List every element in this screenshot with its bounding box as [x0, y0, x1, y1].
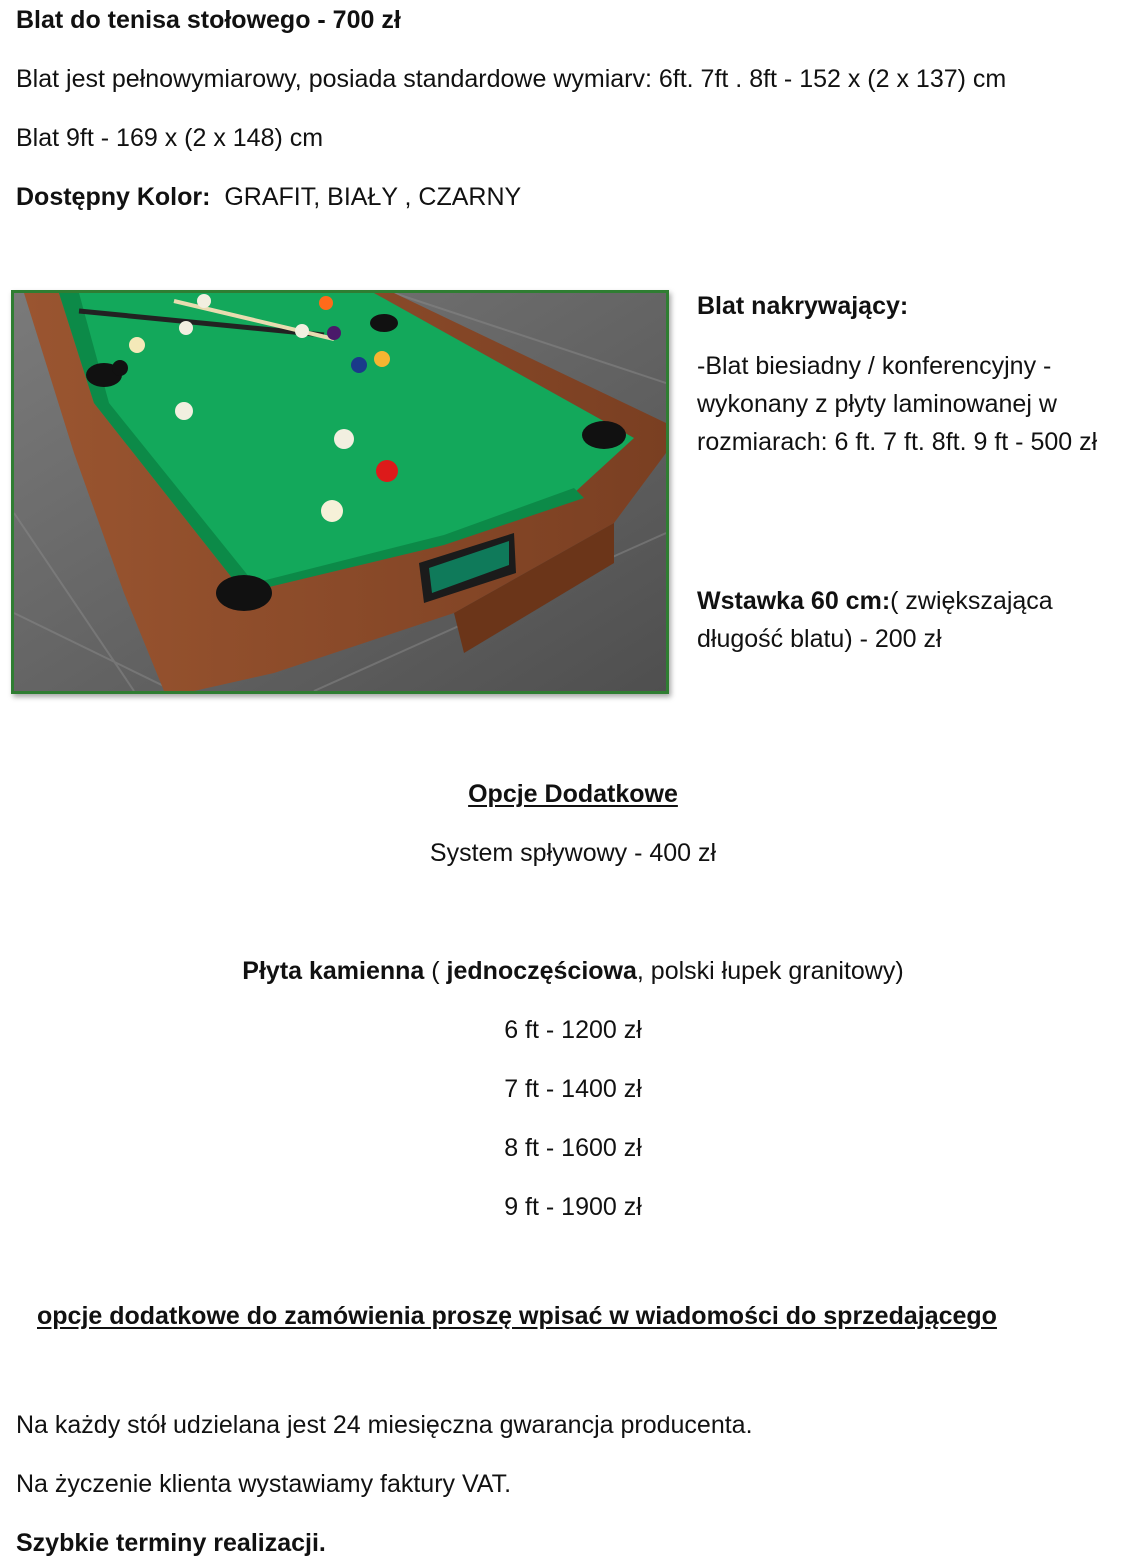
delivery-text: Szybkie terminy realizacji. [16, 1529, 326, 1557]
pool-table-photo [11, 290, 669, 694]
cover-description [697, 347, 1127, 461]
drain-system-price: System spływowy - 400 zł [429, 839, 717, 867]
stone-slab-label: Płyta kamienna [242, 957, 425, 985]
stone-slab-material: , polski łupek granitowy) [636, 957, 904, 985]
stone-slab-heading [0, 955, 1146, 988]
dimensions-9ft-line: Blat 9ft - 169 x (2 x 148) cm [16, 124, 324, 152]
stone-slab-paren: ( [424, 957, 447, 985]
product-title: Blat do tenisa stołowego - 700 zł [16, 6, 401, 34]
stone-price-7ft: 7 ft - 1400 zł [504, 1075, 642, 1103]
stone-slab-type: jednoczęściowa [446, 957, 637, 985]
pool-table-illustration [14, 293, 666, 691]
dimensions-line: Blat jest pełnowymiarowy, posiada standardowe wymiarv: 6ft. 7ft . 8ft - 152 x (2 x 137) cm [16, 65, 1007, 93]
stone-price-8ft: 8 ft - 1600 zł [504, 1134, 642, 1162]
insert-text: ( zwiększająca długość blatu) - 200 zł [697, 587, 1053, 653]
insert-label: Wstawka 60 cm: [697, 587, 891, 615]
available-colors [16, 181, 521, 214]
available-colors-label: Dostępny Kolor: [16, 183, 211, 211]
insert-option [697, 582, 1127, 658]
invoice-text: Na życzenie klienta wystawiamy faktury VAT. [16, 1470, 512, 1498]
cover-description-dash: - [697, 352, 706, 380]
stone-price-6ft: 6 ft - 1200 zł [504, 1016, 642, 1044]
cover-heading: Blat nakrywający: [697, 292, 909, 320]
cover-description-text: Blat biesiadny / konferencyjny - wykonany z płyty laminowanej w rozmiarach: 6 ft. 7 ft. 8ft. 9 ft - 500 zł [697, 352, 1098, 456]
order-note: opcje dodatkowe do zamówienia proszę wpisać w wiadomości do sprzedającego [37, 1302, 997, 1330]
warranty-text: Na każdy stół udzielana jest 24 miesięczna gwarancja producenta. [16, 1411, 753, 1439]
stone-price-9ft: 9 ft - 1900 zł [504, 1193, 642, 1221]
available-colors-values: GRAFIT, BIAŁY , CZARNY [224, 183, 522, 211]
options-heading: Opcje Dodatkowe [468, 780, 678, 808]
